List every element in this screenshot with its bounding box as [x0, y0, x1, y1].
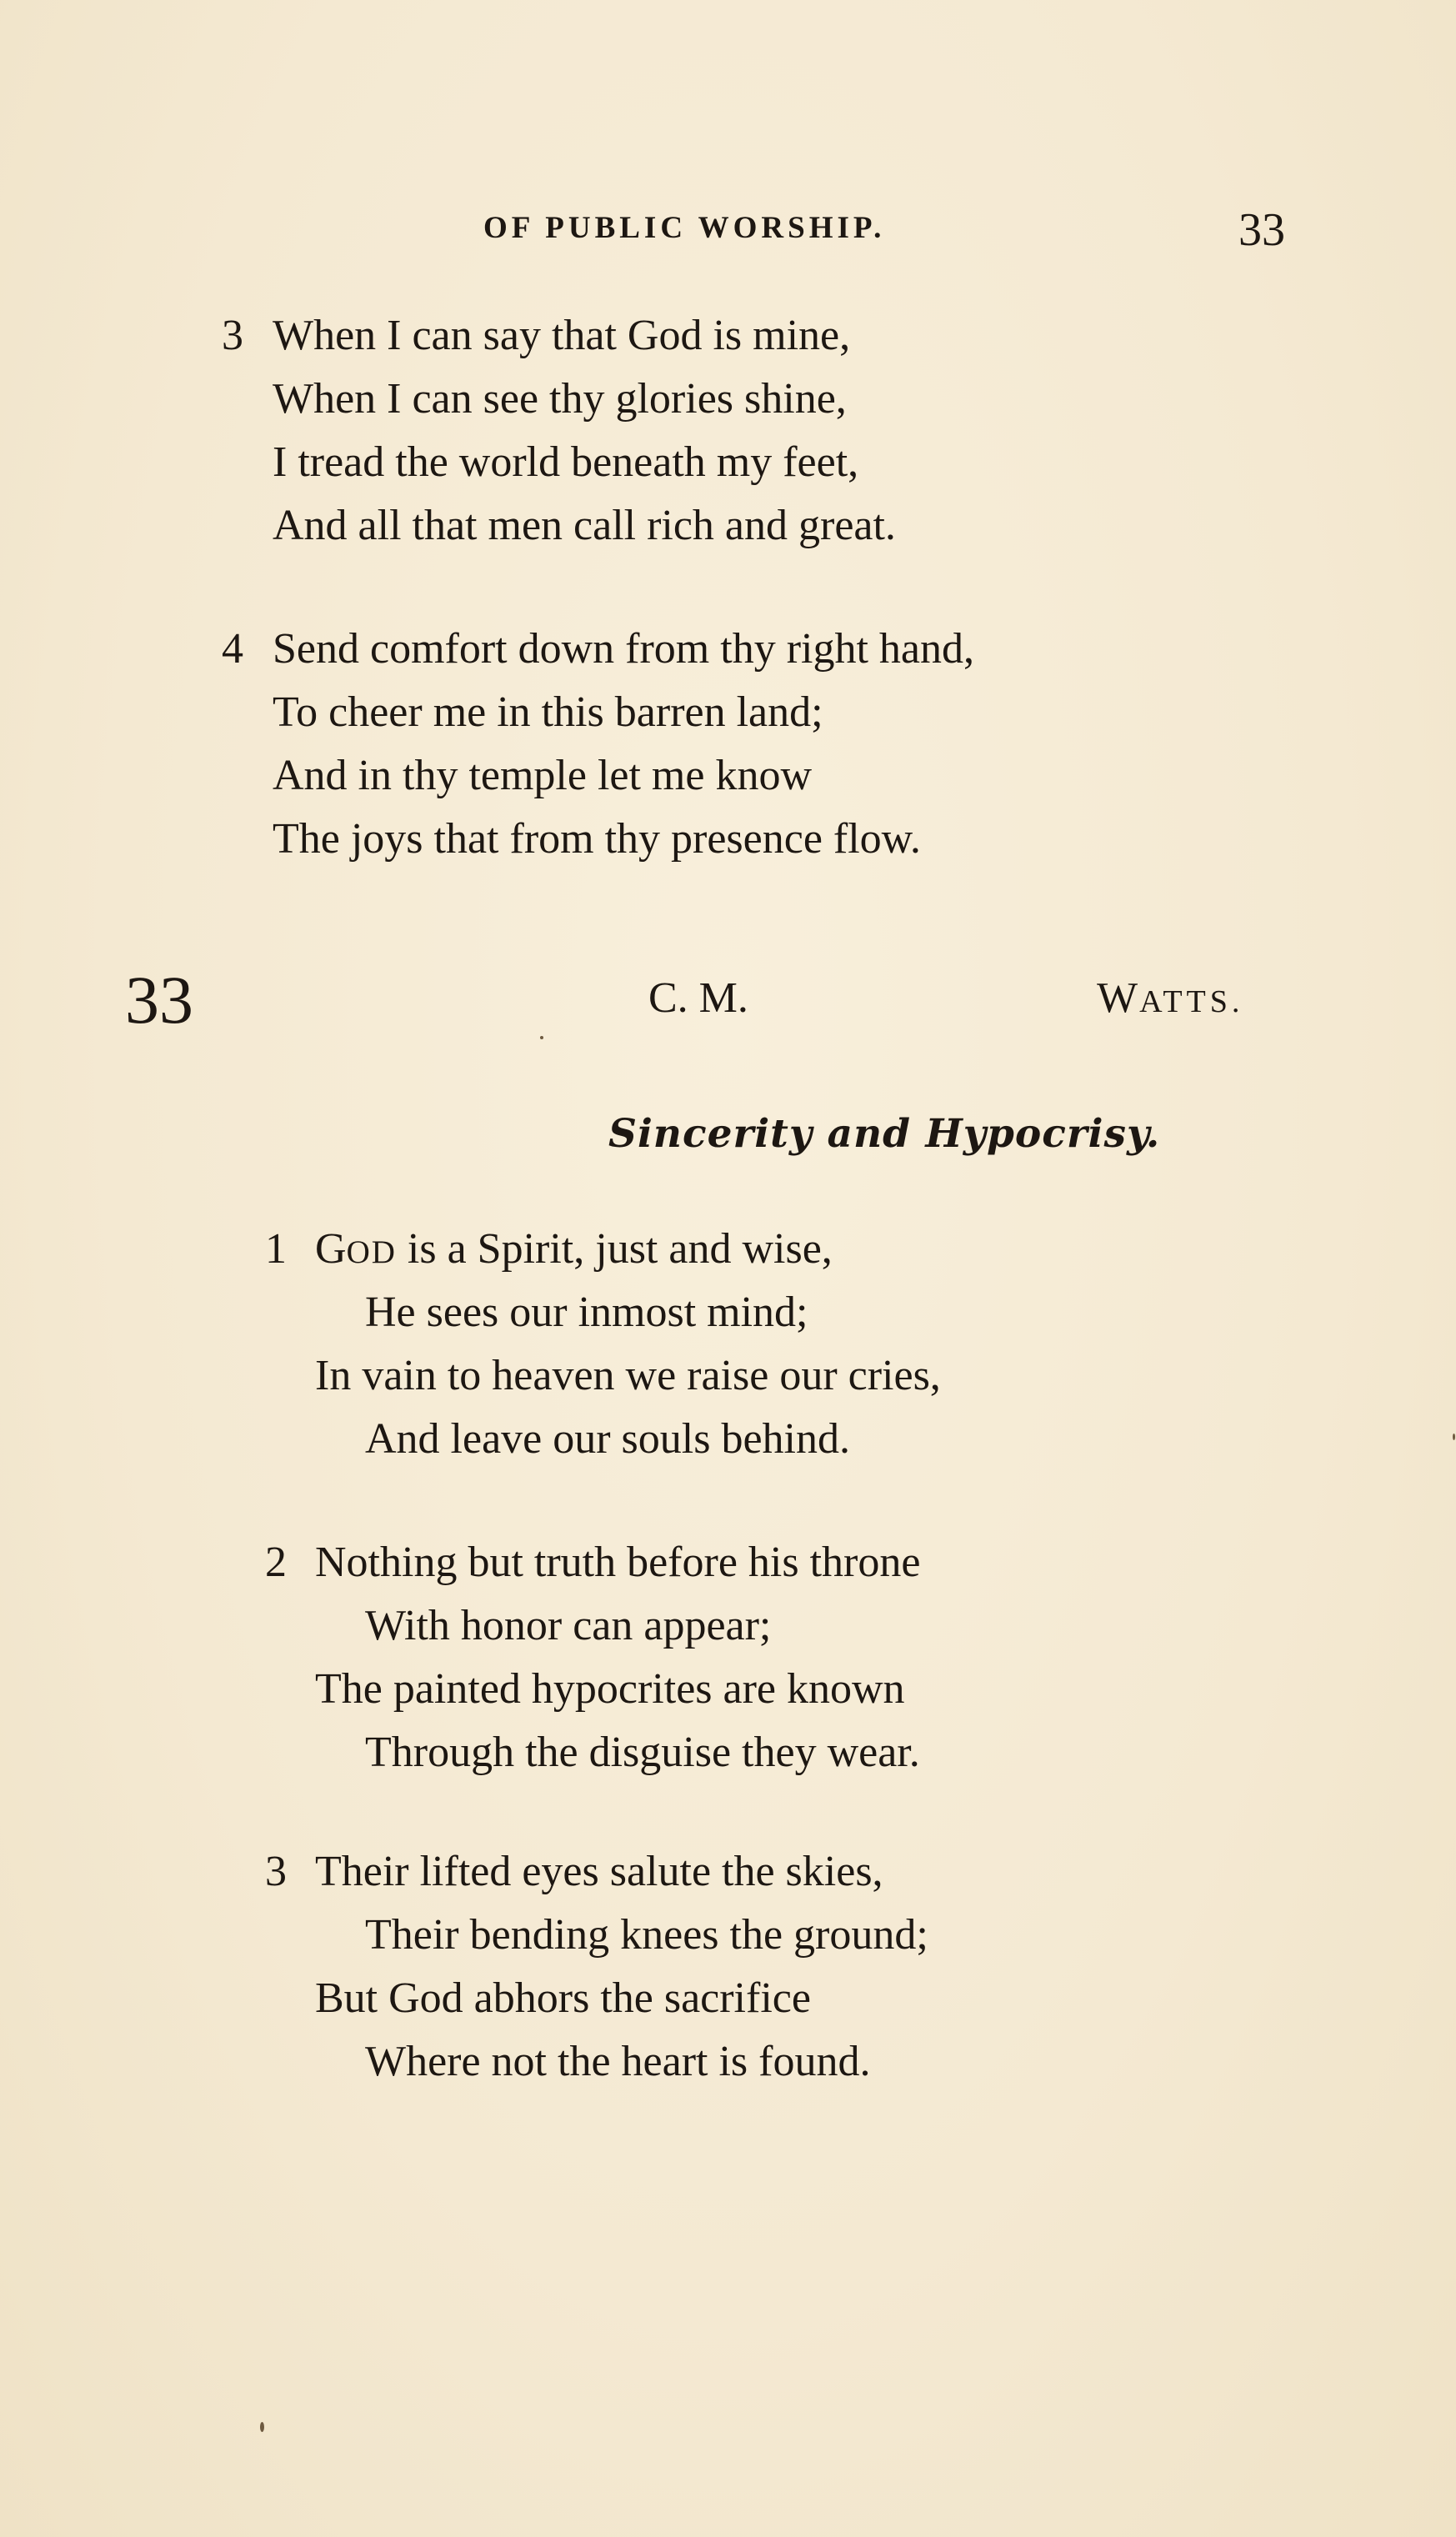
- stanza-number: 2: [265, 1539, 287, 1586]
- author-initial: W: [1097, 974, 1140, 1022]
- verse-line: The painted hypocrites are known: [315, 1665, 905, 1713]
- stanza-number: 1: [265, 1225, 287, 1273]
- hymn-number: 33: [125, 962, 193, 1038]
- verse-line: Their lifted eyes salute the skies,: [315, 1848, 883, 1895]
- verse-line: Send comfort down from thy right hand,: [273, 625, 974, 673]
- stanza-number: 4: [222, 625, 243, 673]
- hymn-subtitle: Sincerity and Hypocrisy.: [608, 1111, 1161, 1157]
- first-word: [315, 1225, 397, 1273]
- first-word-initial: G: [315, 1225, 347, 1273]
- verse-line: He sees our inmost mind;: [365, 1289, 808, 1336]
- hymn-meter: C. M.: [648, 974, 748, 1022]
- stanza-number: 3: [265, 1848, 287, 1895]
- hymn-author: [1097, 973, 1243, 1027]
- first-word-rest: OD: [346, 1234, 397, 1270]
- running-head: [0, 203, 1456, 256]
- paper-speck: [260, 2422, 264, 2432]
- verse-line: The joys that from thy presence flow.: [273, 815, 921, 863]
- verse-line: To cheer me in this barren land;: [273, 688, 823, 736]
- verse-line: Nothing but truth before his throne: [315, 1539, 921, 1586]
- page-number: 33: [1238, 204, 1285, 256]
- verse-line: And in thy temple let me know: [273, 752, 813, 799]
- verse-line: In vain to heaven we raise our cries,: [315, 1352, 941, 1399]
- paper-speck: [1453, 1434, 1455, 1440]
- verse-line: When I can say that God is mine,: [273, 312, 851, 359]
- verse-line: And leave our souls behind.: [365, 1415, 851, 1463]
- verse-line: I tread the world beneath my feet,: [273, 438, 859, 486]
- verse-line: Their bending knees the ground;: [365, 1911, 928, 1959]
- paper-speck: [540, 1036, 543, 1039]
- author-rest: ATTS.: [1139, 984, 1244, 1019]
- verse-line: But God abhors the sacrifice: [315, 1974, 811, 2022]
- stanza-number: 3: [222, 312, 243, 359]
- verse-line: Where not the heart is found.: [365, 2038, 871, 2085]
- first-line-rest: is a Spirit, just and wise,: [396, 1225, 833, 1273]
- verse-line: [315, 1224, 833, 1278]
- running-title: OF PUBLIC WORSHIP.: [483, 211, 886, 245]
- verse-line: And all that men call rich and great.: [273, 502, 896, 549]
- verse-line: When I can see thy glories shine,: [273, 375, 847, 423]
- verse-line: With honor can appear;: [365, 1602, 772, 1649]
- verse-line: Through the disguise they wear.: [365, 1729, 920, 1776]
